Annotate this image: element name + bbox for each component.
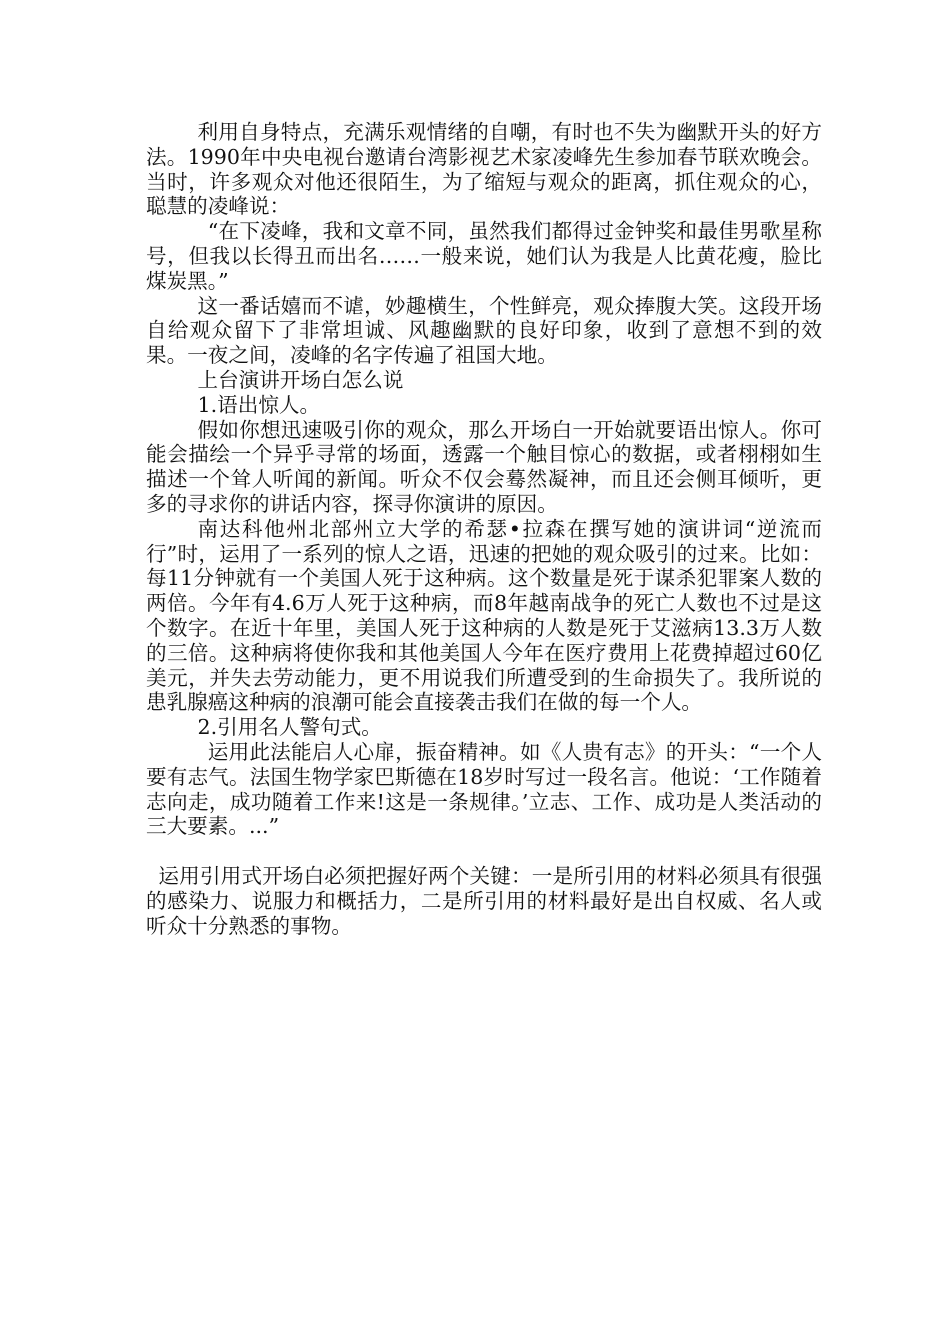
subheading-startling-words: 1.语出惊人。	[197, 392, 321, 417]
paragraph-quotation-example: 运用此法能启人心扉，振奋精神。如《人贵有志》的开头：“一个人要有志气。法国生物学家巴斯德在18岁时写过一段名言。他说：‘工作随着志向走，成功随着工作来!这是一条规律。’立志、工作、成功是人类活动的三大要素。...”	[146, 739, 822, 839]
paragraph-heather-larson-example: 南达科他州北部州立大学的希瑟•拉森在撰写她的演讲词“逆流而行”时，运用了一系列的惊人之语，迅速的把她的观众吸引的过来。比如：每11分钟就有一个美国人死于这种病。这个数量是死于谋杀犯罪案人数的两倍。今年有4.6万人死于这种病，而8年越南战争的死亡人数也不过是这个数字。在近十年里，美国人死于这种病的人数是死于艾滋病13.3万人数的三倍。这种病将使你我和其他美国人今年在医疗费用上花费掉超过60亿美元，并失去劳动能力，更不用说我们所遭受到的生命损失了。我所说的患乳腺癌这种病的浪潮可能会直接袭击我们在做的每一个人。	[146, 516, 822, 715]
section-heading: 上台演讲开场白怎么说	[197, 367, 404, 392]
paragraph-audience-reaction: 这一番话嬉而不谑，妙趣横生，个性鲜亮，观众捧腹大笑。这段开场自给观众留下了非常坦诚、风趣幽默的良好印象，收到了意想不到的效果。一夜之间，凌峰的名字传遍了祖国大地。	[146, 293, 822, 368]
paragraph-self-mockery: 利用自身特点，充满乐观情绪的自嘲，有时也不失为幽默开头的好方法。1990年中央电视台邀请台湾影视艺术家凌峰先生参加春节联欢晚会。当时，许多观众对他还很陌生，为了缩短与观众的距离，抓住观众的心，聪慧的凌峰说：	[146, 120, 822, 219]
paragraph-lingfeng-quote: “在下凌峰，我和文章不同，虽然我们都得过金钟奖和最佳男歌星称号，但我以长得丑而出名……一般来说，她们认为我是人比黄花瘦，脸比煤炭黑。”	[146, 219, 822, 293]
blank-line	[146, 839, 822, 864]
subheading-quotation-style: 2.引用名人警句式。	[197, 715, 382, 740]
paragraph-startling-words: 假如你想迅速吸引你的观众，那么开场白一开始就要语出惊人。你可能会描绘一个异乎寻常的场面，透露一个触目惊心的数据，或者栩栩如生描述一个耸人听闻的新闻。听众不仅会蓦然凝神，而且还会侧耳倾听，更多的寻求你的讲话内容，探寻你演讲的原因。	[146, 417, 822, 516]
paragraph-quotation-keys: 运用引用式开场白必须把握好两个关键：一是所引用的材料必须具有很强的感染力、说服力和概括力，二是所引用的材料最好是出自权威、名人或听众十分熟悉的事物。	[146, 863, 822, 938]
document-body	[146, 120, 822, 938]
